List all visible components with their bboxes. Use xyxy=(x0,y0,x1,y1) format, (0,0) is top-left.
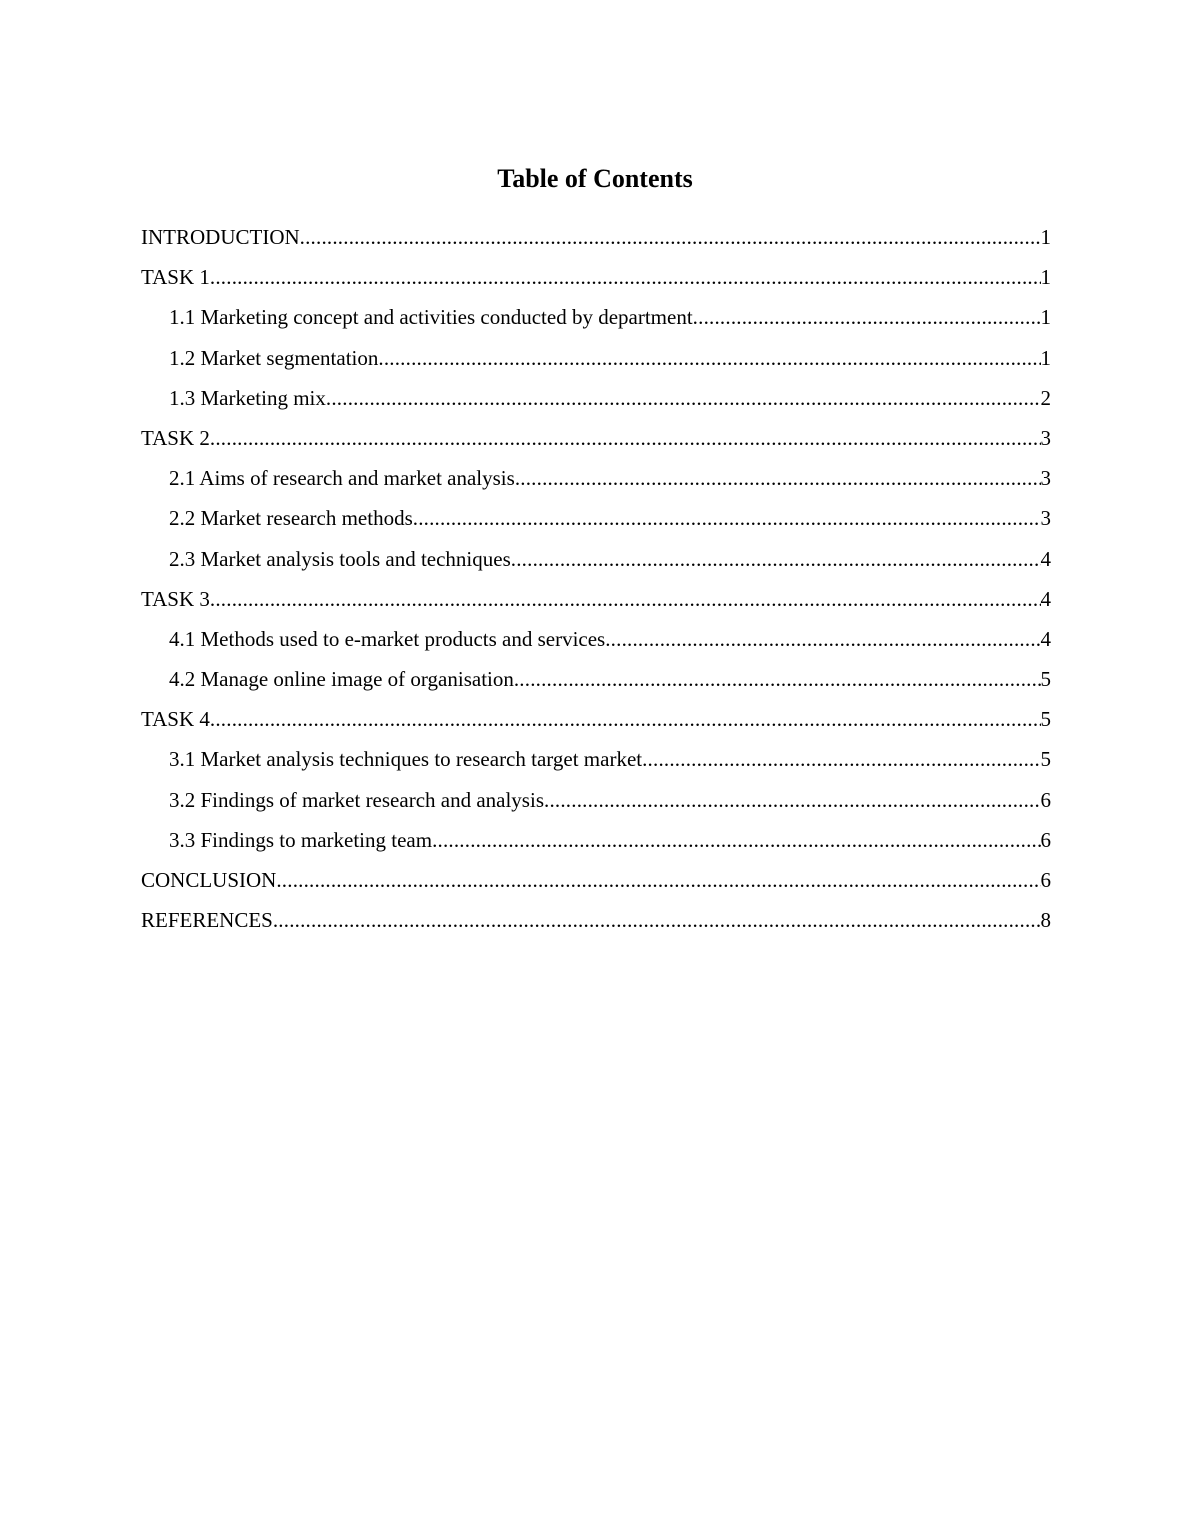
toc-entry-label: 1.3 Marketing mix xyxy=(169,385,326,410)
toc-entry-label: TASK 1 xyxy=(141,265,210,290)
toc-entry-page-number: 4 xyxy=(1040,586,1051,611)
toc-entry-3-2[interactable] xyxy=(141,785,1051,825)
toc-dot-leader xyxy=(544,786,1041,814)
toc-entry-page-number: 3 xyxy=(1040,425,1051,450)
toc-entry-1-3[interactable] xyxy=(141,383,1051,423)
toc-entry-page-number: 5 xyxy=(1040,747,1051,772)
toc-entry-page-number: 6 xyxy=(1040,868,1051,892)
toc-entry-references[interactable] xyxy=(141,905,1051,945)
toc-entry-2-3[interactable] xyxy=(141,544,1051,584)
toc-entry-2-2[interactable] xyxy=(141,503,1051,543)
toc-entry-page-number: 2 xyxy=(1040,385,1051,410)
toc-entry-label: 3.2 Findings of market research and analysis xyxy=(169,787,544,812)
toc-entry-label: 1.1 Marketing concept and activities conducted by department xyxy=(169,305,693,330)
toc-title: Table of Contents xyxy=(497,164,693,193)
toc-dot-leader xyxy=(210,705,1041,733)
toc-entry-label: 2.2 Market research methods xyxy=(169,506,413,531)
toc-entry-label: 1.2 Market segmentation xyxy=(169,345,379,370)
toc-entry-3-3[interactable] xyxy=(141,825,1051,865)
toc-entry-label: TASK 3 xyxy=(141,586,210,611)
toc-entry-3-1[interactable] xyxy=(141,744,1051,784)
toc-dot-leader xyxy=(210,424,1041,452)
toc-entry-page-number: 8 xyxy=(1040,908,1051,933)
toc-dot-leader xyxy=(378,344,1040,372)
toc-entry-label: 4.1 Methods used to e-market products and services xyxy=(169,626,606,651)
toc-entry-introduction[interactable] xyxy=(141,222,1051,262)
toc-entry-label: 3.3 Findings to marketing team xyxy=(169,827,433,852)
toc-entry-label: 3.1 Market analysis techniques to research target market xyxy=(169,747,643,772)
toc-dot-leader xyxy=(413,504,1041,532)
toc-entry-page-number: 5 xyxy=(1040,707,1051,732)
toc-entry-task-1[interactable] xyxy=(141,262,1051,302)
toc-entry-task-3[interactable] xyxy=(141,584,1051,624)
toc-list xyxy=(141,222,1051,945)
toc-entry-label: 2.1 Aims of research and market analysis xyxy=(169,466,515,491)
toc-entry-page-number: 1 xyxy=(1040,345,1051,370)
toc-dot-leader xyxy=(273,906,1041,934)
toc-entry-label: REFERENCES xyxy=(141,908,273,933)
toc-entry-4-1[interactable] xyxy=(141,624,1051,664)
toc-dot-leader xyxy=(210,263,1041,291)
toc-entry-label: CONCLUSION xyxy=(141,868,277,892)
toc-entry-2-1[interactable] xyxy=(141,463,1051,503)
toc-entry-page-number: 1 xyxy=(1040,225,1051,249)
toc-dot-leader xyxy=(326,384,1041,412)
toc-entry-page-number: 3 xyxy=(1040,466,1051,491)
toc-dot-leader xyxy=(605,625,1040,653)
toc-entry-page-number: 4 xyxy=(1040,546,1051,571)
toc-entry-1-2[interactable] xyxy=(141,343,1051,383)
toc-entry-label: TASK 4 xyxy=(141,707,210,732)
toc-dot-leader xyxy=(300,223,1041,251)
toc-entry-page-number: 5 xyxy=(1040,667,1051,692)
toc-entry-page-number: 6 xyxy=(1040,787,1051,812)
toc-entry-4-2[interactable] xyxy=(141,664,1051,704)
toc-dot-leader xyxy=(693,303,1041,331)
toc-entry-task-4[interactable] xyxy=(141,704,1051,744)
toc-entry-task-2[interactable] xyxy=(141,423,1051,463)
toc-entry-page-number: 6 xyxy=(1040,827,1051,852)
toc-entry-page-number: 3 xyxy=(1040,506,1051,531)
toc-dot-leader xyxy=(276,866,1040,894)
toc-dot-leader xyxy=(432,826,1040,854)
toc-dot-leader xyxy=(642,745,1040,773)
toc-entry-label: 2.3 Market analysis tools and techniques xyxy=(169,546,511,571)
toc-entry-label: 4.2 Manage online image of organisation xyxy=(169,667,514,692)
toc-dot-leader xyxy=(514,665,1041,693)
toc-entry-label: TASK 2 xyxy=(141,425,210,450)
toc-dot-leader xyxy=(210,585,1041,613)
toc-entry-page-number: 4 xyxy=(1040,626,1051,651)
toc-entry-conclusion[interactable] xyxy=(141,865,1051,905)
toc-dot-leader xyxy=(511,545,1041,573)
toc-dot-leader xyxy=(515,464,1041,492)
toc-entry-page-number: 1 xyxy=(1040,265,1051,290)
toc-entry-label: INTRODUCTION xyxy=(141,225,300,249)
toc-entry-1-1[interactable] xyxy=(141,302,1051,342)
toc-entry-page-number: 1 xyxy=(1040,305,1051,330)
